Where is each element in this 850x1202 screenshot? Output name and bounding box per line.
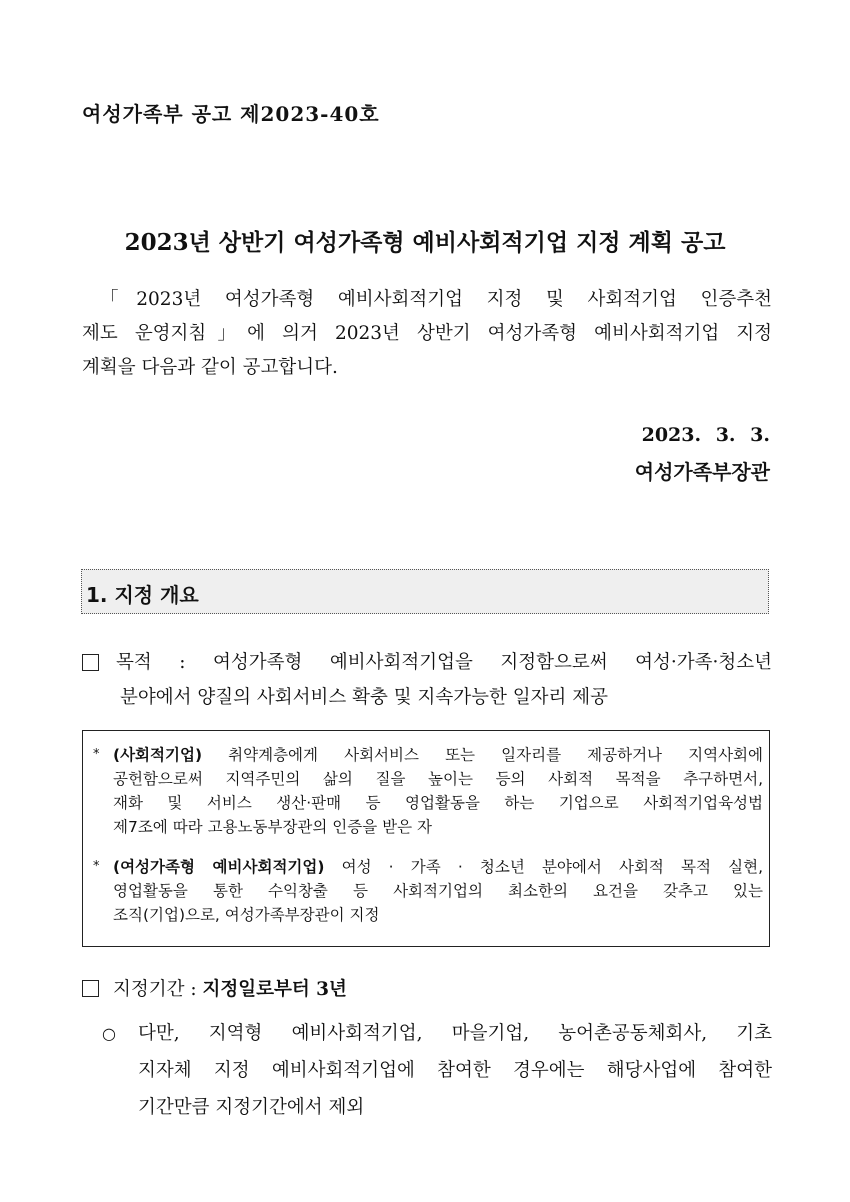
exception-item [82, 1015, 772, 1126]
purpose-item [82, 645, 772, 715]
intro-paragraph [82, 283, 772, 385]
checkbox-icon [82, 654, 99, 671]
document-title: 2023년 상반기 여성가족형 예비사회적기업 지정 계획 공고 [124, 229, 726, 256]
note-women-family-enterprise [93, 855, 763, 927]
note1-line-1 [113, 743, 763, 767]
issuer-name: 여성가족부장관 [634, 460, 770, 484]
notes-box [82, 730, 770, 947]
asterisk-icon: * [93, 859, 100, 874]
circle-bullet-icon: ○ [102, 1024, 116, 1043]
exception-line-3: 기간만큼 지정기간에서 제외 [138, 1097, 365, 1118]
asterisk-icon: * [93, 747, 100, 762]
checkbox-icon [82, 980, 99, 997]
note1-line-3: 재화 및 서비스 생산·판매 등 영업활동을 하는 기업으로 사회적기업육성법 [113, 794, 763, 812]
note1-label: (사회적기업) [113, 746, 203, 764]
section-header-box [81, 569, 769, 614]
intro-line-2: 제도 운영지침」에 의거 2023년 상반기 여성가족형 예비사회적기업 지정 [82, 323, 772, 344]
section-title: 1. 지정 개요 [86, 583, 199, 607]
note2-line-3: 조직(기업)으로, 여성가족부장관이 지정 [113, 906, 380, 924]
designation-period [82, 975, 347, 1001]
notice-number: 여성가족부 공고 제2023-40호 [82, 102, 380, 126]
note1-line-4: 제7조에 따라 고용노동부장관의 인증을 받은 자 [113, 818, 432, 836]
note2-line-1 [113, 855, 763, 879]
note1-line-2: 공헌함으로써 지역주민의 삶의 질을 높이는 등의 사회적 목적을 추구하면서, [113, 770, 763, 788]
purpose-line-2: 분야에서 양질의 사회서비스 확충 및 지속가능한 일자리 제공 [120, 687, 608, 708]
note2-text-1: 여성 · 가족 · 청소년 분야에서 사회적 목적 실현, [324, 858, 763, 876]
note-social-enterprise [93, 743, 763, 839]
purpose-line-1: 목적 : 여성가족형 예비사회적기업을 지정함으로써 여성·가족·청소년 [116, 652, 772, 673]
note2-line-2: 영업활동을 통한 수익창출 등 사회적기업의 최소한의 요건을 갖추고 있는 [113, 882, 763, 900]
note2-label: (여성가족형 예비사회적기업) [113, 858, 325, 876]
period-label: 지정기간 : [113, 979, 203, 1000]
intro-line-1: 「2023년 여성가족형 예비사회적기업 지정 및 사회적기업 인증추천 [100, 289, 772, 310]
intro-line-3: 계획을 다음과 같이 공고합니다. [82, 357, 338, 378]
exception-line-1: 다만, 지역형 예비사회적기업, 마을기업, 농어촌공동체회사, 기초 [138, 1023, 772, 1044]
period-value: 지정일로부터 3년 [202, 979, 347, 1000]
exception-line-2: 지자체 지정 예비사회적기업에 참여한 경우에는 해당사업에 참여한 [138, 1060, 772, 1081]
notice-date: 2023. 3. 3. [641, 424, 770, 446]
note1-text-1: 취약계층에게 사회서비스 또는 일자리를 제공하거나 지역사회에 [202, 746, 763, 764]
